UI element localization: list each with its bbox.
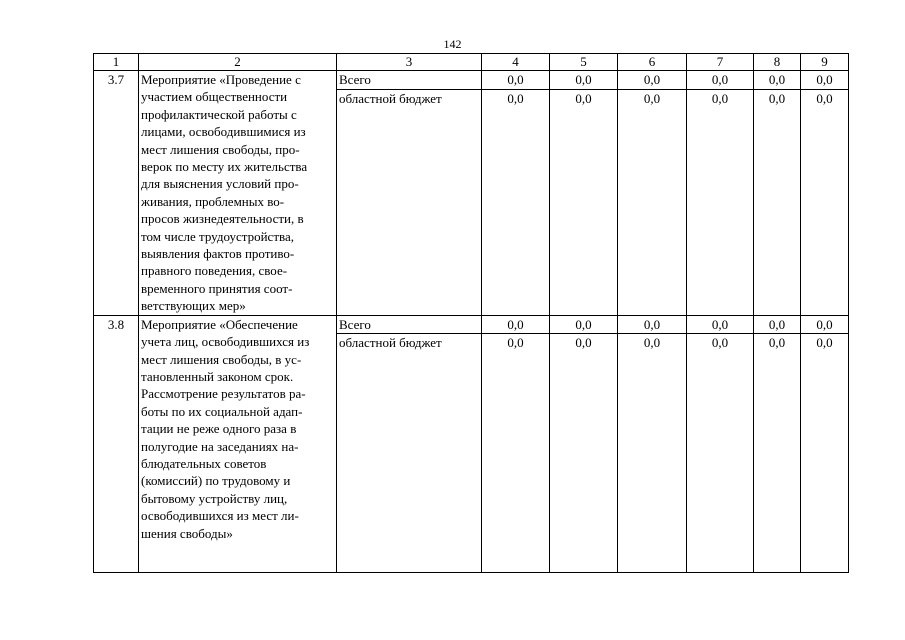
value-cell: 0,0 <box>801 89 849 315</box>
header-cell: 3 <box>337 54 482 71</box>
funding-source-label: Всего <box>337 71 482 90</box>
value-cell: 0,0 <box>754 89 801 315</box>
measure-description: Мероприятие «Обеспечение учета лиц, освободившихся из мест лишения свободы, в ус- тановленный законом срок. Рассмотрение результатов ра- боты по их социальной адап- тации не реже одного раза в полугодие на заседаниях на- блюдательных советов (комиссий) по трудовому и бытовому устройству лиц, освободившихся из мест ли- шения свободы» <box>139 315 337 572</box>
page-number: 142 <box>443 37 462 51</box>
budget-table <box>93 53 849 573</box>
header-cell: 1 <box>94 54 139 71</box>
value-cell: 0,0 <box>482 71 550 90</box>
header-cell: 9 <box>801 54 849 71</box>
funding-source-label: Всего <box>337 315 482 333</box>
value-cell: 0,0 <box>801 315 849 333</box>
row-number: 3.7 <box>94 71 139 316</box>
value-cell: 0,0 <box>687 315 754 333</box>
header-cell: 6 <box>618 54 687 71</box>
value-cell: 0,0 <box>687 89 754 315</box>
funding-source-label: областной бюджет <box>337 89 482 315</box>
value-cell: 0,0 <box>618 315 687 333</box>
measure-description: Мероприятие «Проведение с участием общественности профилактической работы с лицами, освободившимися из мест лишения свободы, про- верок по месту их жительства для выяснения условий про- живания, проблемных во- просов жизнедеятельности, в том числе трудоустройства, выявления фактов противо- правного поведения, свое- временного принятия соот- ветствующих мер» <box>139 71 337 316</box>
table-row <box>94 71 849 90</box>
value-cell: 0,0 <box>550 334 618 573</box>
value-cell: 0,0 <box>754 71 801 90</box>
value-cell: 0,0 <box>687 71 754 90</box>
value-cell: 0,0 <box>482 334 550 573</box>
value-cell: 0,0 <box>801 71 849 90</box>
table-row <box>94 315 849 333</box>
header-cell: 5 <box>550 54 618 71</box>
value-cell: 0,0 <box>801 334 849 573</box>
value-cell: 0,0 <box>618 89 687 315</box>
header-cell: 8 <box>754 54 801 71</box>
header-cell: 2 <box>139 54 337 71</box>
value-cell: 0,0 <box>550 89 618 315</box>
header-cell: 4 <box>482 54 550 71</box>
value-cell: 0,0 <box>550 315 618 333</box>
funding-source-label: областной бюджет <box>337 334 482 573</box>
value-cell: 0,0 <box>754 315 801 333</box>
value-cell: 0,0 <box>687 334 754 573</box>
value-cell: 0,0 <box>482 89 550 315</box>
value-cell: 0,0 <box>754 334 801 573</box>
value-cell: 0,0 <box>550 71 618 90</box>
value-cell: 0,0 <box>618 334 687 573</box>
value-cell: 0,0 <box>482 315 550 333</box>
value-cell: 0,0 <box>618 71 687 90</box>
column-numbers-row <box>94 54 849 71</box>
row-number: 3.8 <box>94 315 139 572</box>
header-cell: 7 <box>687 54 754 71</box>
